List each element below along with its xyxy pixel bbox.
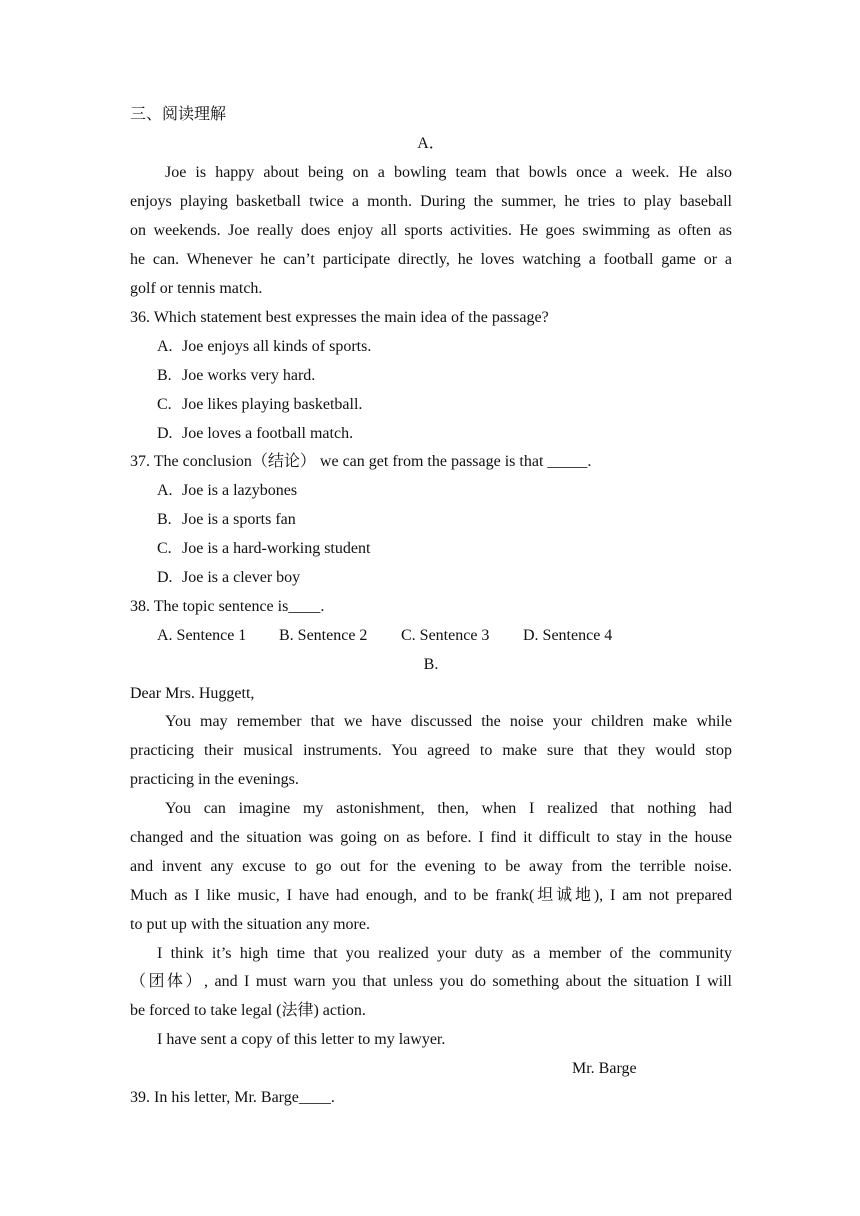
letter-line: to put up with the situation any more. — [130, 916, 370, 933]
passage-a-line: golf or tennis match. — [130, 280, 263, 297]
letter-greeting: Dear Mrs. Huggett, — [130, 685, 255, 702]
question-38-option: A. Sentence 1 — [157, 627, 247, 644]
letter-line: （团体）, and I must warn you that unless you do something about the situation I will — [130, 973, 732, 990]
question-36-option: B. Joe works very hard. — [157, 367, 316, 384]
letter-line: practicing their musical instruments. You agreed to make sure that they would stop — [130, 742, 732, 759]
question-38-option: D. Sentence 4 — [523, 627, 613, 644]
question-37-option: B. Joe is a sports fan — [157, 511, 296, 528]
section-title: 三、阅读理解 — [130, 106, 227, 123]
passage-a-line: Joe is happy about being on a bowling team that bowls once a week. He also — [165, 164, 732, 181]
letter-line: changed and the situation was going on as before. I find it difficult to stay in the house — [130, 829, 732, 846]
letter-signature: Mr. Barge — [572, 1060, 637, 1077]
question-37-option: A. Joe is a lazybones — [157, 482, 298, 499]
question-38-stem: 38. The topic sentence is____. — [130, 598, 325, 615]
question-39-stem: 39. In his letter, Mr. Barge____. — [130, 1089, 335, 1106]
letter-line: You can imagine my astonishment, then, when I realized that nothing had — [165, 800, 732, 817]
question-37-option: C. Joe is a hard-working student — [157, 540, 371, 557]
question-38-option: B. Sentence 2 — [279, 627, 368, 644]
question-38-option: C. Sentence 3 — [401, 627, 490, 644]
letter-line: Much as I like music, I have had enough, and to be frank(坦诚地), I am not prepared — [130, 887, 732, 904]
passage-b-label: B. — [423, 656, 439, 673]
letter-line: and invent any excuse to go out for the evening to be away from the terrible noise. — [130, 858, 732, 875]
passage-a-line: enjoys playing basketball twice a month. During the summer, he tries to play baseball — [130, 193, 732, 210]
question-36-option: A. Joe enjoys all kinds of sports. — [157, 338, 372, 355]
letter-line: You may remember that we have discussed the noise your children make while — [165, 713, 732, 730]
question-36-option: C. Joe likes playing basketball. — [157, 396, 363, 413]
question-36-option: D. Joe loves a football match. — [157, 425, 354, 442]
passage-a-line: on weekends. Joe really does enjoy all sports activities. He goes swimming as often as — [130, 222, 732, 239]
passage-a-label: A． — [417, 135, 445, 152]
question-37-option: D. Joe is a clever boy — [157, 569, 301, 586]
passage-a-line: he can. Whenever he can’t participate directly, he loves watching a football game or a — [130, 251, 732, 268]
question-37-stem: 37. The conclusion（结论） we can get from the passage is that _____. — [130, 453, 592, 470]
letter-line: practicing in the evenings. — [130, 771, 299, 788]
letter-line: I have sent a copy of this letter to my lawyer. — [157, 1031, 446, 1048]
question-36-stem: 36. Which statement best expresses the main idea of the passage? — [130, 309, 549, 326]
letter-line: I think it’s high time that you realized your duty as a member of the community — [157, 945, 732, 962]
letter-line: be forced to take legal (法律) action. — [130, 1002, 366, 1019]
question-38-options — [157, 626, 759, 646]
